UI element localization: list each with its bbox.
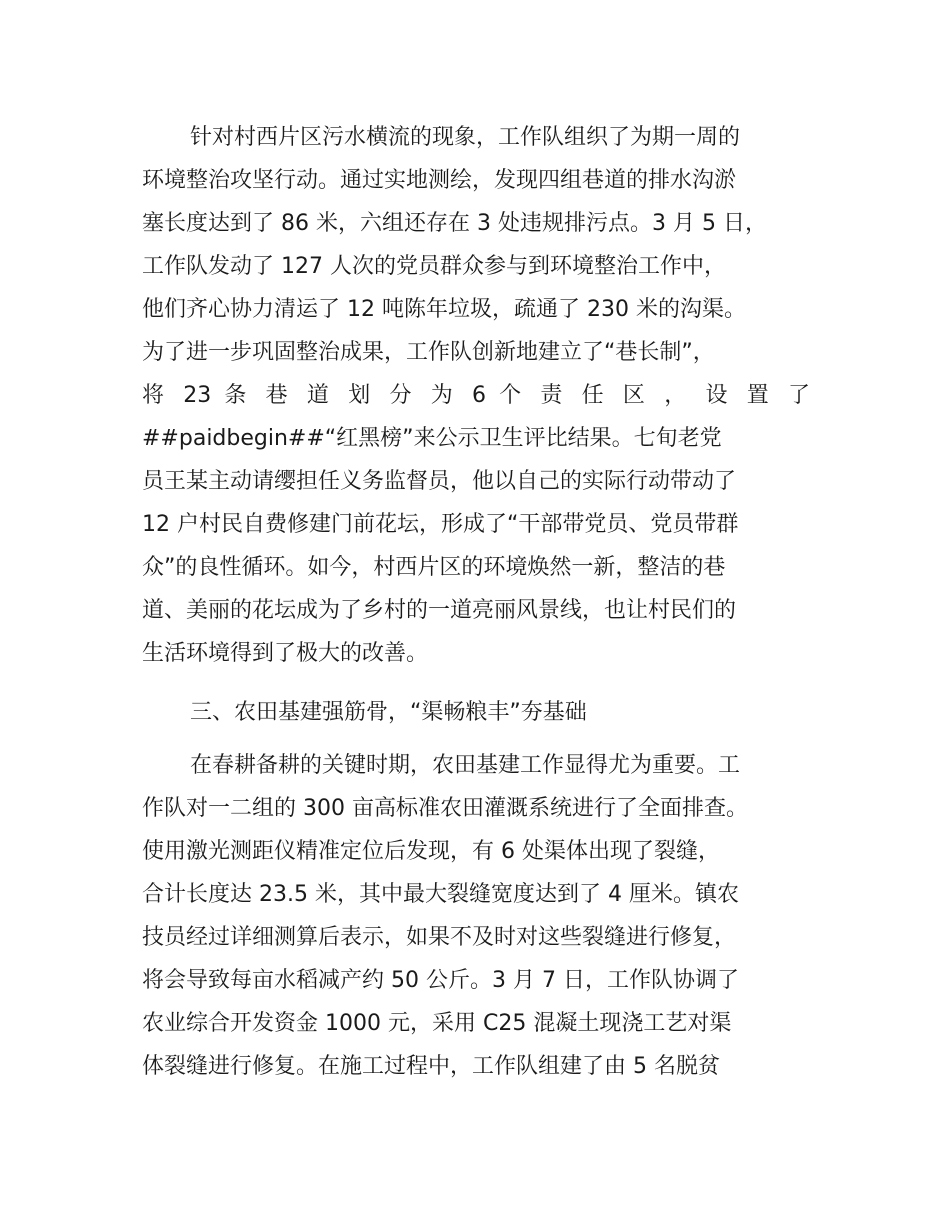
paragraph-2-line-6: 将会导致每亩水稻减产约 50 公斤。3 月 7 日，工作队协调了 bbox=[142, 968, 739, 993]
paragraph-1-line-11: 众”的良性循环。如今，村西片区的环境焕然一新，整洁的巷 bbox=[142, 555, 726, 580]
paragraph-2-line-5: 技员经过详细测算后表示，如果不及时对这些裂缝进行修复， bbox=[142, 925, 737, 950]
paragraph-2-line-7: 农业综合开发资金 1000 元，采用 C25 混凝土现浇工艺对渠 bbox=[142, 1011, 732, 1036]
paragraph-1-line-12: 道、美丽的花坛成为了乡村的一道亮丽风景线，也让村民们的 bbox=[142, 598, 737, 623]
paragraph-1-line-1: 针对村西片区污水横流的现象，工作队组织了为期一周的 bbox=[190, 125, 741, 150]
paragraph-1-line-7: 将 23 条 巷 道 划 分 为 6 个 责 任 区 ， 设 置 了 bbox=[142, 383, 810, 408]
paragraph-1-line-10: 12 户村民自费修建门前花坛，形成了“干部带党员、党员带群 bbox=[142, 512, 739, 537]
paragraph-1-line-2: 环境整治攻坚行动。通过实地测绘，发现四组巷道的排水沟淤 bbox=[142, 168, 737, 193]
paragraph-1-line-8: ##paidbegin##“红黑榜”来公示卫生评比结果。七旬老党 bbox=[142, 426, 722, 451]
paragraph-1-line-3: 塞长度达到了 86 米，六组还存在 3 处违规排污点。3 月 5 日， bbox=[142, 211, 767, 236]
paragraph-1-line-13: 生活环境得到了极大的改善。 bbox=[142, 641, 429, 666]
paragraph-2-line-8: 体裂缝进行修复。在施工过程中，工作队组建了由 5 名脱贫 bbox=[142, 1054, 720, 1079]
paragraph-1-line-6: 为了进一步巩固整治成果，工作队创新地建立了“巷长制”， bbox=[142, 340, 715, 365]
paragraph-1-line-9: 员王某主动请缨担任义务监督员，他以自己的实际行动带动了 bbox=[142, 469, 737, 494]
paragraph-2-line-3: 使用激光测距仪精准定位后发现，有 6 处渠体出现了裂缝， bbox=[142, 839, 720, 864]
paragraph-2-line-2: 作队对一二组的 300 亩高标准农田灌溉系统进行了全面排查。 bbox=[142, 796, 748, 821]
section-heading: 三、农田基建强筋骨，“渠畅粮丰”夯基础 bbox=[190, 700, 587, 725]
paragraph-2-line-1: 在春耕备耕的关键时期，农田基建工作显得尤为重要。工 bbox=[190, 753, 741, 778]
paragraph-1-line-5: 他们齐心协力清运了 12 吨陈年垃圾，疏通了 230 米的沟渠。 bbox=[142, 297, 746, 322]
paragraph-1-line-4: 工作队发动了 127 人次的党员群众参与到环境整治工作中， bbox=[142, 254, 726, 279]
paragraph-2-line-4: 合计长度达 23.5 米，其中最大裂缝宽度达到了 4 厘米。镇农 bbox=[142, 882, 739, 907]
